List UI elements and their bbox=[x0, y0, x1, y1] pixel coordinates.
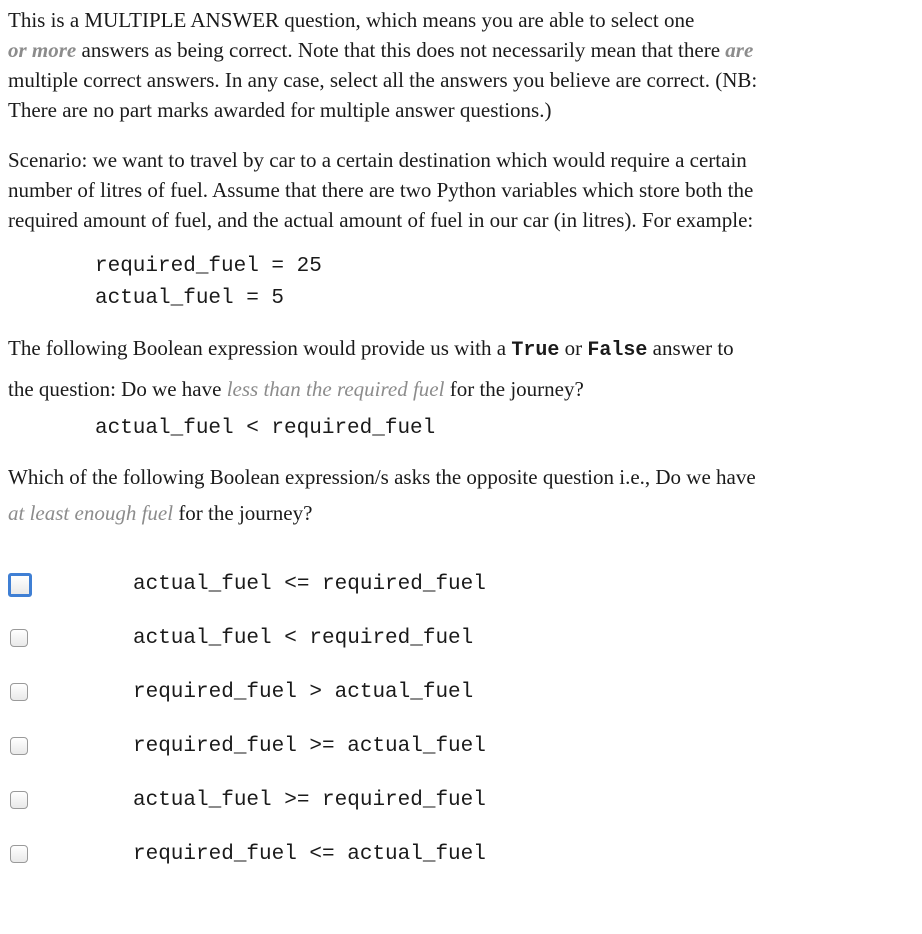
boolean-text-4: the question: Do we have bbox=[8, 377, 227, 401]
scenario-line-2: number of litres of fuel. Assume that there are two Python variables which store both the bbox=[8, 178, 754, 202]
example-code-line-2: actual_fuel = 5 bbox=[95, 287, 285, 310]
answer-checkbox-6[interactable] bbox=[10, 845, 28, 863]
answer-option-4[interactable] bbox=[8, 734, 708, 764]
answer-option-6[interactable] bbox=[8, 842, 708, 872]
question-emphasis-at-least: at least enough fuel bbox=[8, 501, 174, 525]
intro-paragraph bbox=[8, 5, 757, 125]
boolean-text-3: answer to bbox=[647, 336, 734, 360]
boolean-text-2: or bbox=[559, 336, 588, 360]
answer-label-6[interactable]: required_fuel <= actual_fuel bbox=[133, 843, 486, 866]
answer-checkbox-2[interactable] bbox=[10, 629, 28, 647]
answer-label-1[interactable]: actual_fuel <= required_fuel bbox=[133, 573, 486, 596]
boolean-line-2 bbox=[8, 370, 734, 408]
answer-label-3[interactable]: required_fuel > actual_fuel bbox=[133, 681, 474, 704]
intro-line-2-text: answers as being correct. Note that this does not necessarily mean that there bbox=[76, 38, 726, 62]
intro-line-1: This is a MULTIPLE ANSWER question, which means you are able to select one bbox=[8, 8, 695, 32]
answer-label-5[interactable]: actual_fuel >= required_fuel bbox=[133, 789, 486, 812]
scenario-line-3: required amount of fuel, and the actual amount of fuel in our car (in litres). For example: bbox=[8, 208, 754, 232]
example-code-line-1: required_fuel = 25 bbox=[95, 255, 322, 278]
true-keyword: True bbox=[511, 339, 560, 362]
question-line-2-text: for the journey? bbox=[173, 501, 313, 525]
answer-checkbox-5[interactable] bbox=[10, 791, 28, 809]
boolean-line-1 bbox=[8, 329, 734, 370]
false-keyword: False bbox=[587, 339, 648, 362]
boolean-emphasis-less-than: less than the required fuel bbox=[226, 377, 445, 401]
intro-line-2 bbox=[8, 35, 757, 65]
intro-line-4: There are no part marks awarded for multiple answer questions.) bbox=[8, 98, 552, 122]
answer-checkbox-1[interactable] bbox=[8, 573, 32, 597]
boolean-text-5: for the journey? bbox=[444, 377, 584, 401]
answer-label-2[interactable]: actual_fuel < required_fuel bbox=[133, 627, 474, 650]
answer-option-3[interactable] bbox=[8, 680, 708, 710]
example-code-block bbox=[95, 251, 322, 315]
question-line-2 bbox=[8, 495, 756, 531]
scenario-line-1: Scenario: we want to travel by car to a certain destination which would require a certain bbox=[8, 148, 747, 172]
answer-checkbox-3[interactable] bbox=[10, 683, 28, 701]
boolean-paragraph bbox=[8, 329, 734, 408]
answer-label-4[interactable]: required_fuel >= actual_fuel bbox=[133, 735, 486, 758]
intro-line-3: multiple correct answers. In any case, select all the answers you believe are correct. (NB: bbox=[8, 68, 758, 92]
intro-emphasis-are: are bbox=[725, 38, 754, 62]
intro-emphasis-or-more: or more bbox=[8, 38, 77, 62]
answer-option-2[interactable] bbox=[8, 626, 708, 656]
question-paragraph bbox=[8, 459, 756, 531]
scenario-paragraph bbox=[8, 145, 753, 235]
answer-option-1[interactable] bbox=[8, 572, 708, 602]
question-line-1: Which of the following Boolean expression/s asks the opposite question i.e., Do we have bbox=[8, 465, 756, 489]
boolean-text-1: The following Boolean expression would provide us with a bbox=[8, 336, 512, 360]
expression-code: actual_fuel < required_fuel bbox=[95, 417, 436, 440]
answer-checkbox-4[interactable] bbox=[10, 737, 28, 755]
answer-option-5[interactable] bbox=[8, 788, 708, 818]
